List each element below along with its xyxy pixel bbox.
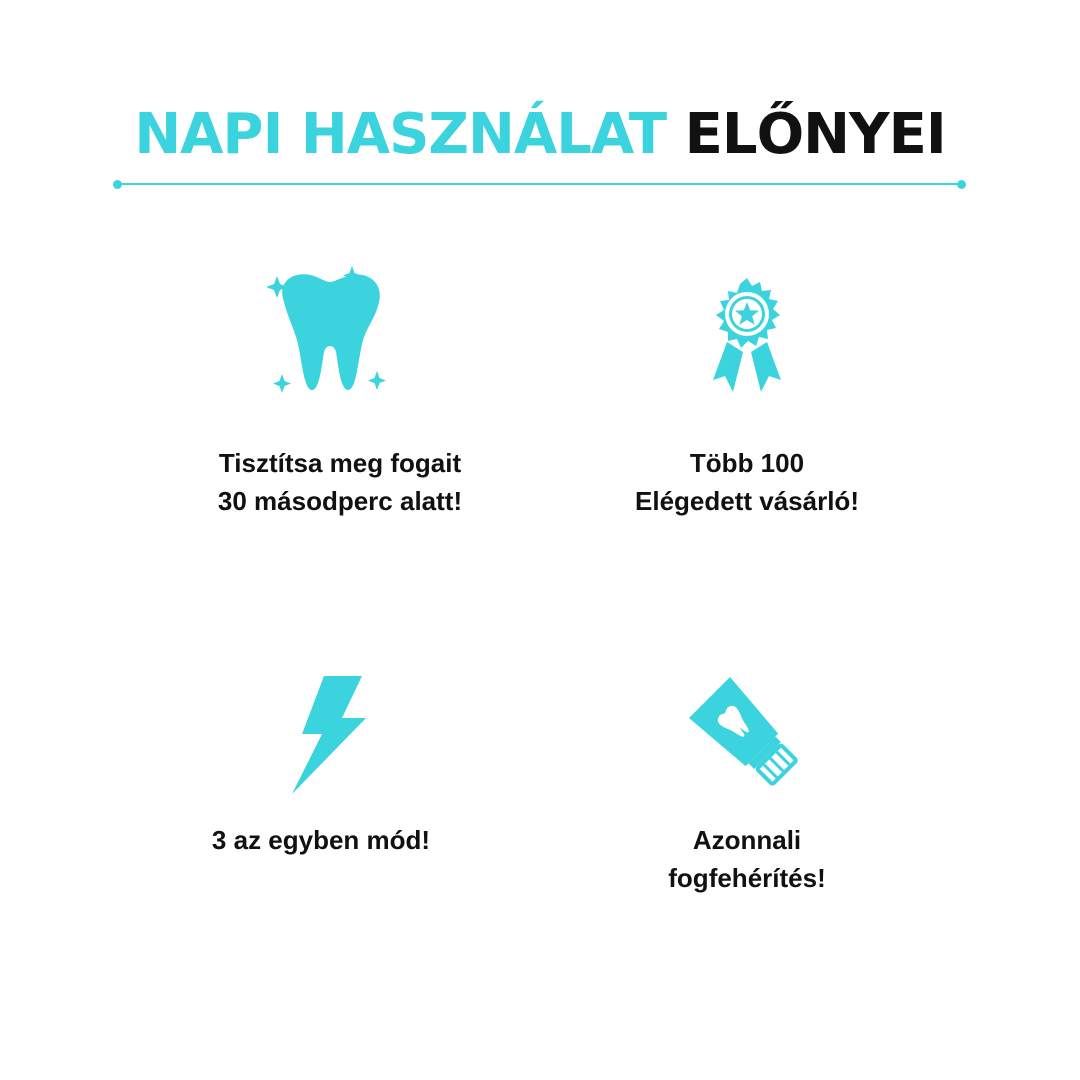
toothpaste-tube-icon xyxy=(682,672,812,798)
benefit-label-whitening: Azonnali fogfehérítés! xyxy=(668,825,826,893)
divider-right-dot xyxy=(957,180,966,189)
award-ribbon-icon xyxy=(705,276,789,400)
title-dark-text: ELŐNYEI xyxy=(684,102,946,167)
divider-left-dot xyxy=(113,180,122,189)
title-divider xyxy=(118,183,962,185)
title-accent-text: NAPI HASZNÁLAT xyxy=(134,102,667,167)
benefit-label-customers: Több 100 Elégedett vásárló! xyxy=(635,448,859,516)
benefit-label-modes: 3 az egyben mód! xyxy=(211,825,431,855)
tooth-sparkle-icon xyxy=(262,262,392,402)
benefit-label-cleaning: Tisztítsa meg fogait 30 másodperc alatt! xyxy=(217,448,463,516)
page-title xyxy=(0,100,1080,170)
lightning-bolt-icon xyxy=(288,674,368,798)
